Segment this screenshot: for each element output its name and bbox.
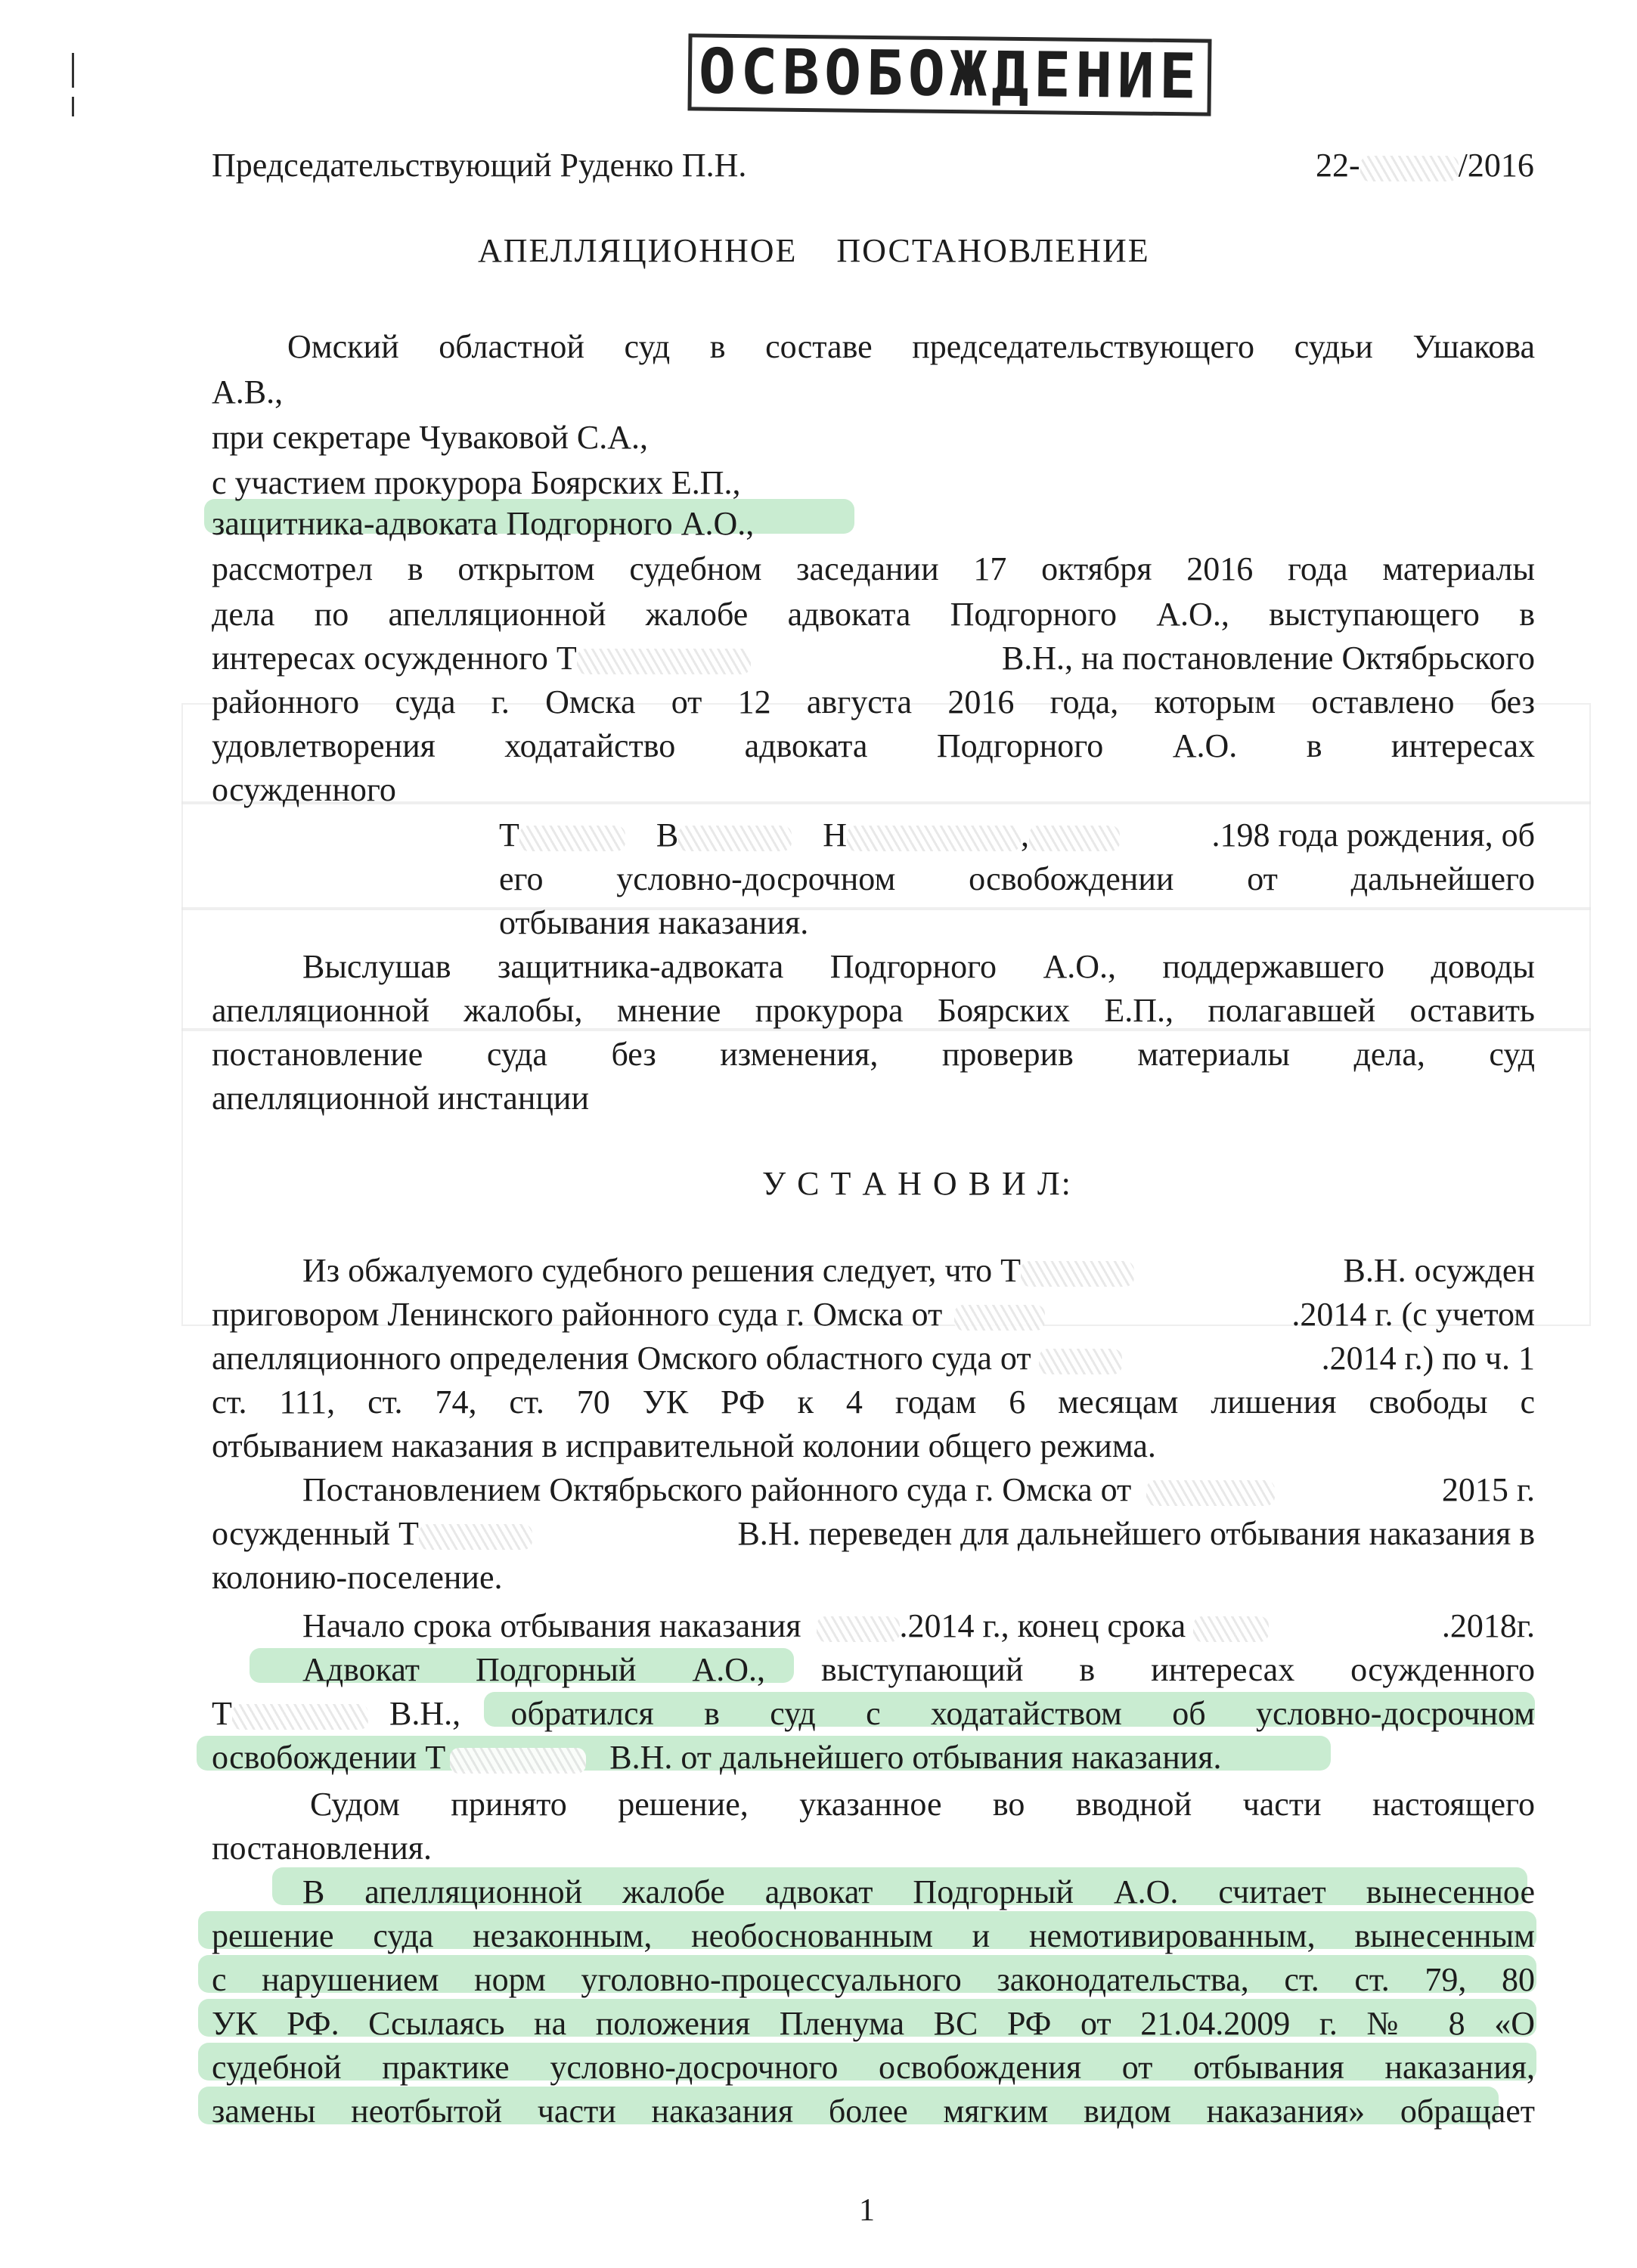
intro-line: А.В., (212, 373, 284, 411)
intro-text: В.Н., на постановление Октябрьского (1001, 640, 1535, 677)
redaction (1021, 1261, 1134, 1287)
body-line: ст. 111, ст. 74, ст. 70 УК РФ к 4 годам 6 месяцам лишения свободы с (212, 1383, 1535, 1421)
convict-line (499, 813, 1535, 857)
redaction (1193, 1616, 1269, 1642)
body-line: решение суда незаконным, необоснованным и немотивированным, вынесенным (212, 1917, 1535, 1954)
intro-line: осужденного (212, 771, 396, 808)
body-text: приговором Ленинского районного суда г. Омска от (212, 1296, 943, 1333)
case-number-suffix: /2016 (1458, 147, 1534, 184)
redaction (1360, 156, 1459, 181)
body-line (212, 1692, 1535, 1736)
section-heading: У С Т А Н О В И Л: (762, 1165, 1072, 1202)
body-line: УК РФ. Ссылаясь на положения Пленума ВС РФ от 21.04.2009 г. № 8 «О (212, 2005, 1535, 2042)
body-text: Начало срока отбывания наказания (302, 1607, 801, 1644)
redaction (1146, 1480, 1275, 1506)
body-text: осужденный Т (212, 1515, 419, 1552)
intro-line: постановление суда без изменения, проверив материалы дела, суд (212, 1036, 1535, 1073)
page-number: 1 (859, 2193, 875, 2228)
body-line (212, 1512, 1535, 1556)
intro-line: удовлетворения ходатайство адвоката Подгорного А.О. в интересах (212, 727, 1535, 764)
body-line (212, 1337, 1535, 1380)
intro-line: рассмотрел в открытом судебном заседании 17 октября 2016 года материалы (212, 550, 1535, 587)
body-line: Судом принято решение, указанное во вводной части настоящего (310, 1786, 1535, 1823)
body-line (212, 1293, 1535, 1337)
body-text: В.Н. осужден (1343, 1252, 1535, 1289)
intro-text: Н (823, 816, 848, 854)
body-text: .2014 г., конец срока (899, 1607, 1186, 1644)
intro-line: Выслушав защитника-адвоката Подгорного А.О., поддержавшего доводы (302, 948, 1535, 985)
body-text: Т (212, 1695, 232, 1732)
body-text: 2015 г. (1441, 1471, 1535, 1508)
prosecutor-line: с участием прокурора Боярских Е.П., (212, 464, 741, 501)
body-line: постановления. (212, 1830, 433, 1867)
intro-text: , (1021, 816, 1030, 854)
redaction (817, 1616, 900, 1642)
body-text: В.Н., обратился в суд с ходатайством об условно-досрочном (389, 1695, 1535, 1732)
reverse-side-table-ghost-row (181, 907, 1591, 910)
body-text: .2014 г. (с учетом (1291, 1296, 1535, 1333)
body-text: освобождении Т (212, 1739, 446, 1776)
body-text: Постановлением Октябрьского районного суда г. Омска от (302, 1471, 1132, 1508)
intro-text: В (656, 816, 679, 854)
redaction (519, 826, 625, 851)
release-stamp: ОСВОБОЖДЕНИЕ (687, 33, 1211, 116)
redaction (1039, 1349, 1122, 1374)
body-line (302, 1249, 1535, 1293)
case-number (1316, 144, 1534, 187)
intro-line: дела по апелляционной жалобе адвоката Подгорного А.О., выступающего в (212, 596, 1535, 633)
intro-text: Т (499, 816, 519, 854)
redaction (847, 826, 1021, 851)
intro-line: районного суда г. Омска от 12 августа 2016 года, которым оставлено без (212, 683, 1535, 720)
body-line: отбыванием наказания в исправительной колонии общего режима. (212, 1427, 1156, 1464)
redaction (1029, 826, 1120, 851)
body-text: .2014 г.) по ч. 1 (1321, 1340, 1535, 1377)
body-line: замены неотбытой части наказания более мягким видом наказания» обращает (212, 2093, 1535, 2130)
body-line: В апелляционной жалобе адвокат Подгорный А.О. считает вынесенное (302, 1873, 1535, 1910)
document-title: АПЕЛЛЯЦИОННОЕ ПОСТАНОВЛЕНИЕ (478, 232, 1150, 269)
body-text: В.Н. от дальнейшего отбывания наказания. (609, 1739, 1222, 1776)
body-text: Из обжалуемого судебного решения следует, что Т (302, 1252, 1022, 1289)
redaction (577, 649, 751, 674)
body-line (302, 1468, 1535, 1512)
redaction (419, 1524, 532, 1550)
defender-line: защитника-адвоката Подгорного А.О., (212, 505, 755, 542)
body-line (302, 1604, 1535, 1648)
secretary-line: при секретаре Чуваковой С.А., (212, 419, 649, 456)
margin-mark (72, 97, 74, 116)
margin-mark (72, 53, 74, 88)
redaction (954, 1305, 1045, 1331)
redaction (678, 826, 792, 851)
body-text: .2018г. (1441, 1607, 1535, 1644)
redaction (450, 1748, 586, 1774)
body-text: В.Н. переведен для дальнейшего отбывания наказания в (737, 1515, 1535, 1552)
intro-line: его условно-досрочном освобождении от дальнейшего (499, 860, 1535, 897)
intro-line: апелляционной жалобы, мнение прокурора Боярских Е.П., полагавшей оставить (212, 992, 1535, 1029)
intro-line: Омский областной суд в составе председательствующего судьи Ушакова (287, 328, 1535, 365)
body-line: судебной практике условно-досрочного освобождения от отбывания наказания, (212, 2049, 1535, 2086)
intro-line: отбывания наказания. (499, 904, 809, 941)
body-line: Адвокат Подгорный А.О., выступающий в интересах осужденного (302, 1651, 1535, 1688)
intro-line: апелляционной инстанции (212, 1080, 590, 1117)
intro-text: .198 года рождения, об (1211, 816, 1535, 854)
intro-text: интересах осужденного Т (212, 640, 577, 677)
body-line: колонию-поселение. (212, 1559, 503, 1596)
intro-line (212, 637, 1535, 680)
presiding-judge: Председательствующий Руденко П.Н. (212, 147, 747, 184)
body-line: с нарушением норм уголовно-процессуального законодательства, ст. ст. 79, 80 (212, 1961, 1535, 1998)
case-number-prefix: 22- (1316, 147, 1360, 184)
redaction (232, 1704, 368, 1730)
body-text: апелляционного определения Омского областного суда от (212, 1340, 1031, 1377)
body-line (212, 1736, 1222, 1780)
